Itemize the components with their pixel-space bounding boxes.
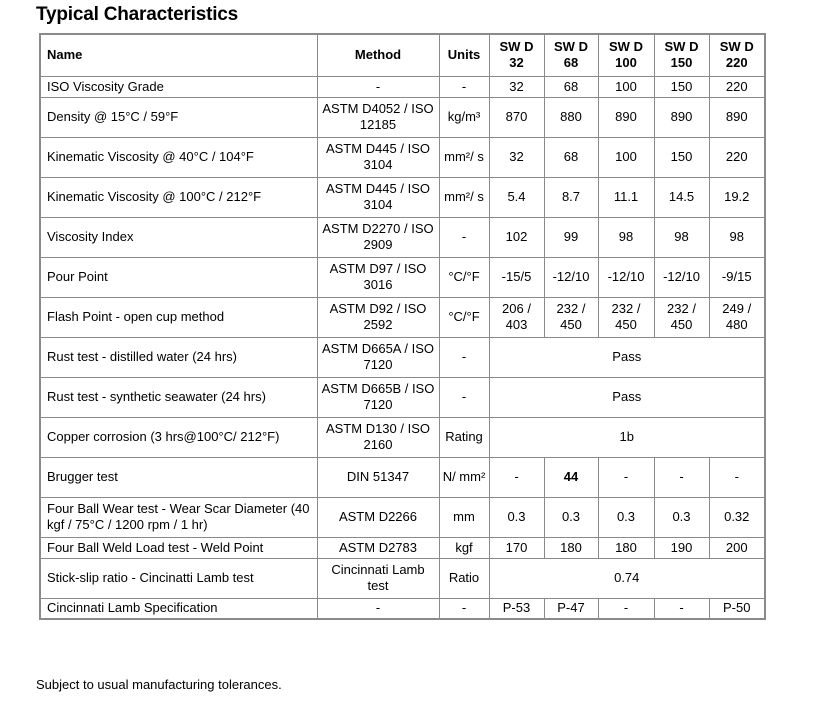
characteristics-table — [39, 33, 766, 620]
table-row — [40, 137, 765, 177]
row-value: 44 — [544, 457, 598, 497]
row-value: -15/5 — [489, 257, 544, 297]
row-merged-value: Pass — [489, 337, 765, 377]
col-header-name: Name — [40, 34, 317, 76]
table-row — [40, 337, 765, 377]
row-name: Kinematic Viscosity @ 40°C / 104°F — [40, 137, 317, 177]
row-name: Rust test - synthetic seawater (24 hrs) — [40, 377, 317, 417]
row-method: ASTM D445 / ISO 3104 — [317, 137, 439, 177]
row-value: 170 — [489, 537, 544, 558]
row-value: 100 — [598, 76, 654, 97]
table-row — [40, 417, 765, 457]
row-name: ISO Viscosity Grade — [40, 76, 317, 97]
row-value: 232 / 450 — [544, 297, 598, 337]
col-header-grade: SW D 32 — [489, 34, 544, 76]
header-row — [40, 34, 765, 76]
col-header-grade: SW D 100 — [598, 34, 654, 76]
row-name: Four Ball Wear test - Wear Scar Diameter (40 kgf / 75°C / 1200 rpm / 1 hr) — [40, 497, 317, 537]
row-value: - — [598, 457, 654, 497]
table-row — [40, 97, 765, 137]
row-method: - — [317, 76, 439, 97]
table-row — [40, 76, 765, 97]
row-merged-value: 0.74 — [489, 558, 765, 598]
row-units: - — [439, 337, 489, 377]
row-value: 68 — [544, 76, 598, 97]
row-value: -12/10 — [544, 257, 598, 297]
row-value: 0.3 — [489, 497, 544, 537]
row-method: ASTM D92 / ISO 2592 — [317, 297, 439, 337]
page-title: Typical Characteristics — [36, 4, 239, 25]
table-row — [40, 257, 765, 297]
col-header-method: Method — [317, 34, 439, 76]
row-value: 100 — [598, 137, 654, 177]
footer-note: Subject to usual manufacturing tolerances. — [36, 677, 282, 692]
row-units: mm²/ s — [439, 137, 489, 177]
row-method: ASTM D130 / ISO 2160 — [317, 417, 439, 457]
table-row — [40, 297, 765, 337]
row-units: Ratio — [439, 558, 489, 598]
row-units: mm²/ s — [439, 177, 489, 217]
row-name: Pour Point — [40, 257, 317, 297]
row-value: 99 — [544, 217, 598, 257]
row-units: kgf — [439, 537, 489, 558]
row-method: ASTM D2270 / ISO 2909 — [317, 217, 439, 257]
row-method: ASTM D2783 — [317, 537, 439, 558]
row-value: 11.1 — [598, 177, 654, 217]
table-row — [40, 497, 765, 537]
row-method: ASTM D665A / ISO 7120 — [317, 337, 439, 377]
row-units: - — [439, 76, 489, 97]
row-value: 98 — [709, 217, 765, 257]
row-value: - — [709, 457, 765, 497]
row-value: 102 — [489, 217, 544, 257]
row-value: 98 — [598, 217, 654, 257]
table-row — [40, 598, 765, 619]
row-value: 8.7 — [544, 177, 598, 217]
col-header-grade: SW D 68 — [544, 34, 598, 76]
row-merged-value: 1b — [489, 417, 765, 457]
row-method: ASTM D445 / ISO 3104 — [317, 177, 439, 217]
row-value: 890 — [598, 97, 654, 137]
row-value: P-53 — [489, 598, 544, 619]
table-row — [40, 377, 765, 417]
row-value: - — [598, 598, 654, 619]
row-value: 98 — [654, 217, 709, 257]
table-row — [40, 537, 765, 558]
row-value: 220 — [709, 76, 765, 97]
row-method: ASTM D2266 — [317, 497, 439, 537]
row-value: 880 — [544, 97, 598, 137]
row-value: -12/10 — [654, 257, 709, 297]
row-name: Stick-slip ratio - Cincinatti Lamb test — [40, 558, 317, 598]
row-units: °C/°F — [439, 257, 489, 297]
row-units: - — [439, 598, 489, 619]
row-value: 190 — [654, 537, 709, 558]
row-name: Rust test - distilled water (24 hrs) — [40, 337, 317, 377]
row-units: Rating — [439, 417, 489, 457]
row-name: Copper corrosion (3 hrs@100°C/ 212°F) — [40, 417, 317, 457]
row-value: 890 — [654, 97, 709, 137]
row-value: 0.3 — [544, 497, 598, 537]
row-name: Cincinnati Lamb Specification — [40, 598, 317, 619]
row-value: 249 / 480 — [709, 297, 765, 337]
row-value: 150 — [654, 76, 709, 97]
row-value: 206 / 403 — [489, 297, 544, 337]
row-value: P-47 — [544, 598, 598, 619]
row-value: 0.3 — [654, 497, 709, 537]
row-value: 220 — [709, 137, 765, 177]
row-value: - — [654, 598, 709, 619]
table-row — [40, 217, 765, 257]
row-value: -12/10 — [598, 257, 654, 297]
row-name: Viscosity Index — [40, 217, 317, 257]
table-row — [40, 457, 765, 497]
row-units: °C/°F — [439, 297, 489, 337]
row-value: 150 — [654, 137, 709, 177]
row-value: 0.3 — [598, 497, 654, 537]
row-name: Four Ball Weld Load test - Weld Point — [40, 537, 317, 558]
row-value: - — [654, 457, 709, 497]
row-units: - — [439, 217, 489, 257]
row-value: P-50 — [709, 598, 765, 619]
row-value: 180 — [544, 537, 598, 558]
row-name: Brugger test — [40, 457, 317, 497]
row-name: Density @ 15°C / 59°F — [40, 97, 317, 137]
row-value: 180 — [598, 537, 654, 558]
row-name: Flash Point - open cup method — [40, 297, 317, 337]
row-units: mm — [439, 497, 489, 537]
row-method: ASTM D665B / ISO 7120 — [317, 377, 439, 417]
row-value: 19.2 — [709, 177, 765, 217]
row-method: Cincinnati Lamb test — [317, 558, 439, 598]
row-value: -9/15 — [709, 257, 765, 297]
row-value: 32 — [489, 76, 544, 97]
row-units: - — [439, 377, 489, 417]
row-value: 5.4 — [489, 177, 544, 217]
row-method: - — [317, 598, 439, 619]
table-row — [40, 177, 765, 217]
row-units: N/ mm² — [439, 457, 489, 497]
row-name: Kinematic Viscosity @ 100°C / 212°F — [40, 177, 317, 217]
row-value: - — [489, 457, 544, 497]
row-method: DIN 51347 — [317, 457, 439, 497]
row-method: ASTM D4052 / ISO 12185 — [317, 97, 439, 137]
row-value: 232 / 450 — [654, 297, 709, 337]
col-header-grade: SW D 220 — [709, 34, 765, 76]
table-row — [40, 558, 765, 598]
row-value: 68 — [544, 137, 598, 177]
row-value: 870 — [489, 97, 544, 137]
row-value: 0.32 — [709, 497, 765, 537]
row-value: 232 / 450 — [598, 297, 654, 337]
row-value: 14.5 — [654, 177, 709, 217]
row-value: 200 — [709, 537, 765, 558]
row-merged-value: Pass — [489, 377, 765, 417]
row-units: kg/m³ — [439, 97, 489, 137]
col-header-grade: SW D 150 — [654, 34, 709, 76]
row-value: 890 — [709, 97, 765, 137]
row-method: ASTM D97 / ISO 3016 — [317, 257, 439, 297]
row-value: 32 — [489, 137, 544, 177]
col-header-units: Units — [439, 34, 489, 76]
